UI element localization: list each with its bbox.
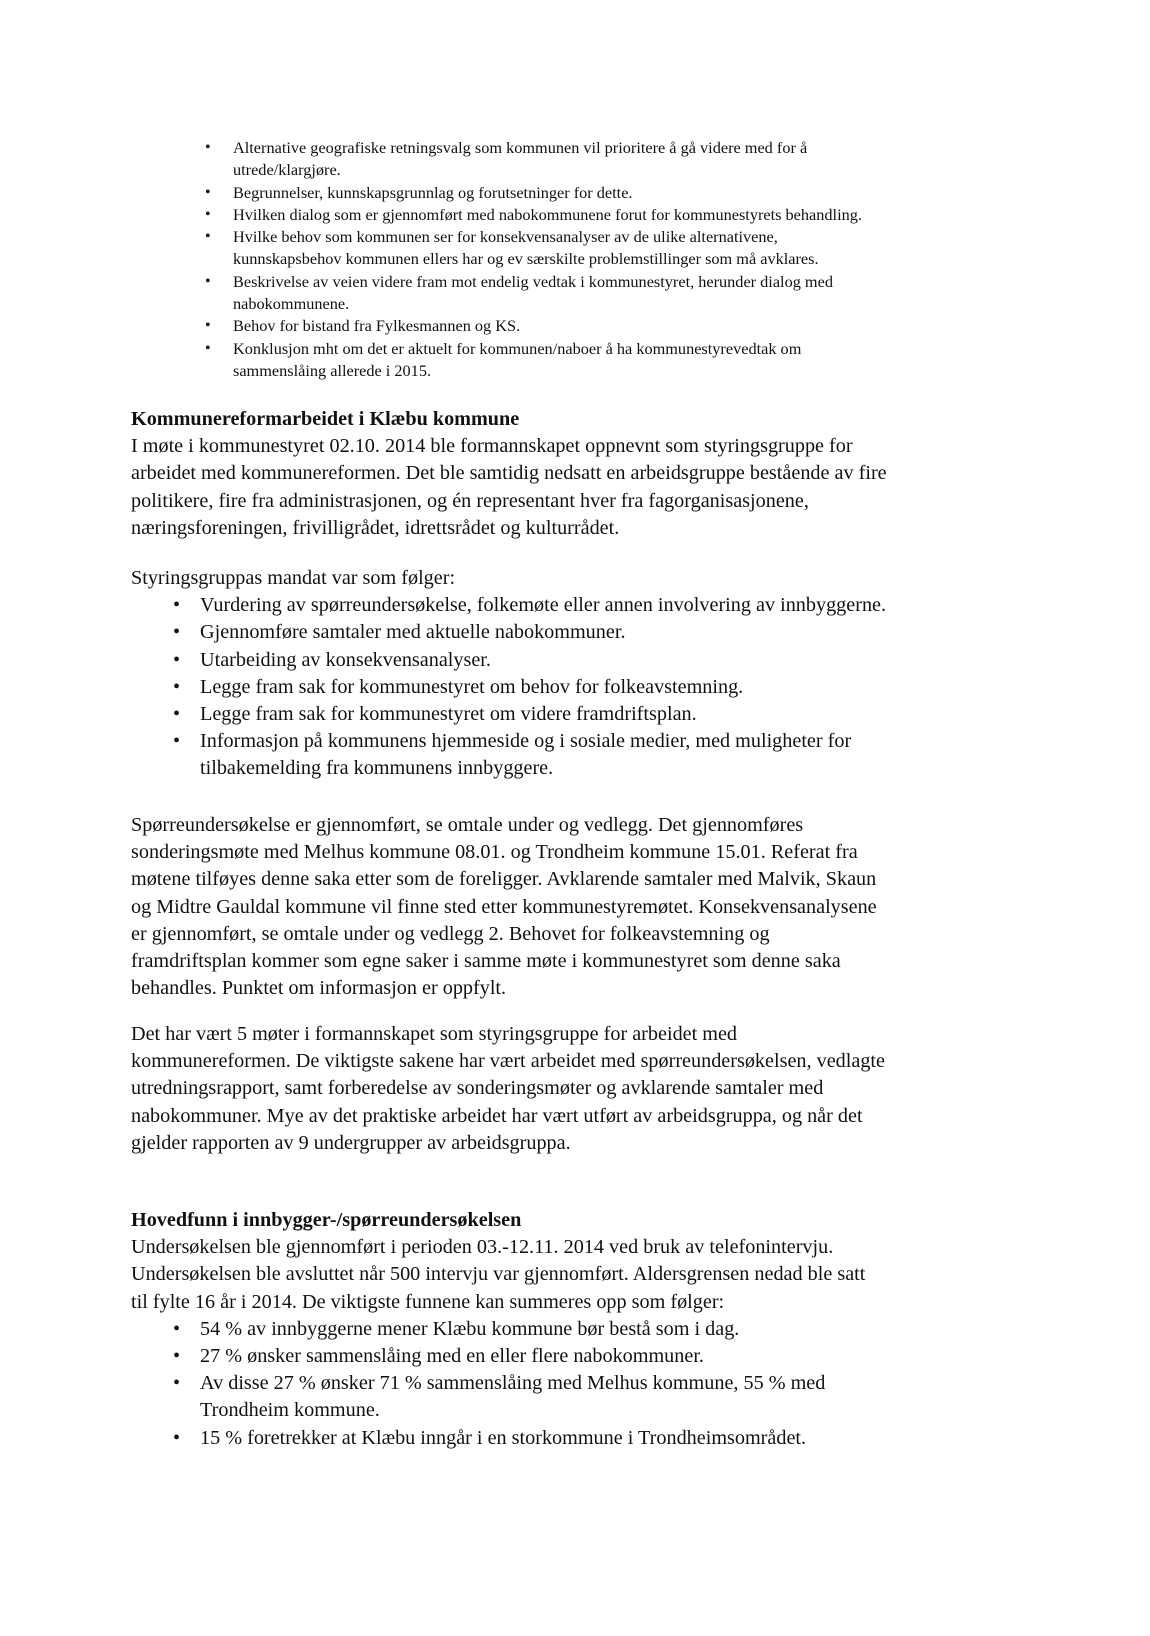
list-item: • Gjennomføre samtaler med aktuelle nabokommuner. — [131, 619, 1011, 646]
bullet-icon: • — [173, 730, 181, 753]
bullet-icon: • — [205, 317, 211, 335]
list-item: • Legge fram sak for kommunestyret om videre framdriftsplan. — [131, 701, 1011, 728]
bullet-icon: • — [205, 183, 211, 201]
meetings-paragraph: Det har vært 5 møter i formannskapet som styringsgruppe for arbeidet med kommunereformen. De viktigste sakene har vært arbeidet med spørreundersøkelsen, vedlagte utredningsrapport, samt forberedelse av sonderingsmøter og avklarende samtaler med nabokommuner. Mye av det praktiske arbeidet har vært utført av arbeidsgruppa, og når det gjelder rapporten av 9 undergrupper av arbeidsgruppa. — [131, 1023, 885, 1154]
bullet-icon: • — [205, 228, 211, 246]
section-survey-findings — [131, 1207, 1011, 1452]
intro-paragraph: Undersøkelsen ble gjennomført i perioden 03.-12.11. 2014 ved bruk av telefonintervju. Undersøkelsen ble avsluttet når 500 intervju var gjennomført. Aldersgrensen nedad ble satt til fylte 16 år i 2014. De viktigste funnene kan summeres opp som følger: — [131, 1236, 866, 1313]
list-item: • Begrunnelser, kunnskapsgrunnlag og forutsetninger for dette. — [205, 182, 945, 204]
list-item: • Hvilke behov som kommunen ser for konsekvensanalyser av de ulike alternativene, kunnskapsbehov kommunen ellers har og ev særskilte problemstillinger som må avklares. — [205, 227, 819, 269]
bullet-icon: • — [205, 205, 211, 223]
bullet-icon: • — [205, 139, 211, 156]
bullet-icon: • — [173, 648, 181, 671]
bullet-icon: • — [173, 1317, 181, 1340]
section-heading: Kommunereformarbeidet i Klæbu kommune — [131, 408, 520, 430]
bullet-icon: • — [173, 594, 181, 617]
bullet-icon: • — [173, 621, 181, 644]
bullet-icon: • — [205, 272, 211, 290]
list-item: • Konklusjon mht om det er aktuelt for kommunen/naboer å ha kommunestyrevedtak om sammenslåing allerede i 2015. — [205, 338, 802, 380]
bullet-icon: • — [205, 339, 211, 357]
mandate-block — [131, 565, 1011, 783]
list-item: • Beskrivelse av veien videre fram mot endelig vedtak i kommunestyret, herunder dialog med nabokommunene. — [205, 271, 833, 314]
bullet-icon: • — [173, 703, 181, 726]
list-item: • 54 % av innbyggerne mener Klæbu kommune bør bestå som i dag. — [131, 1316, 1011, 1343]
list-item: • Behov for bistand fra Fylkesmannen og KS. — [205, 315, 945, 337]
findings-list — [131, 1316, 1011, 1452]
list-item: • Informasjon på kommunens hjemmeside og i sosiale medier, med muligheter for tilbakemelding fra kommunens innbyggere. — [173, 730, 852, 780]
requirements-list — [205, 137, 945, 382]
list-item: • Alternative geografiske retningsvalg som kommunen vil prioritere å gå videre med for å utrede/klargjøre. — [205, 138, 808, 180]
list-item: • Av disse 27 % ønsker 71 % sammenslåing med Melhus kommune, 55 % med Trondheim kommune. — [173, 1372, 826, 1422]
bullet-icon: • — [173, 1426, 181, 1449]
bullet-icon: • — [173, 675, 181, 698]
mandate-list — [131, 592, 1011, 782]
bullet-icon: • — [173, 1372, 181, 1395]
list-item: • Hvilken dialog som er gjennomført med nabokommunene forut for kommunestyrets behandling. — [205, 204, 945, 226]
bullet-icon: • — [173, 1345, 181, 1368]
list-item: • Vurdering av spørreundersøkelse, folkemøte eller annen involvering av innbyggerne. — [131, 592, 1011, 619]
status-paragraph: Spørreundersøkelse er gjennomført, se omtale under og vedlegg. Det gjennomføres sonderingsmøte med Melhus kommune 08.01. og Trondheim kommune 15.01. Referat fra møtene tilføyes denne saka etter som de foreligger. Avklarende samtaler med Malvik, Skaun og Midtre Gauldal kommune vil finne sted etter kommunestyremøtet. Konsekvensanalysene er gjennomført, se omtale under og vedlegg 2. Behovet for folkeavstemning og framdriftsplan kommer som egne saker i samme møte i kommunestyret som denne saka behandles. Punktet om informasjon er oppfylt. — [131, 814, 877, 1000]
list-item: • Utarbeiding av konsekvensanalyser. — [131, 647, 1011, 674]
section-reform-work — [131, 406, 1011, 542]
list-item: • Legge fram sak for kommunestyret om behov for folkeavstemning. — [131, 674, 1011, 701]
intro-paragraph: I møte i kommunestyret 02.10. 2014 ble formannskapet oppnevnt som styringsgruppe for arbeidet med kommunereformen. Det ble samtidig nedsatt en arbeidsgruppe bestående av fire politikere, fire fra administrasjonen, og én representant hver fra fagorganisasjonene, næringsforeningen, frivilligrådet, idrettsrådet og kulturrådet. — [131, 435, 887, 539]
list-item: • 15 % foretrekker at Klæbu inngår i en storkommune i Trondheimsområdet. — [131, 1425, 1011, 1452]
list-item: • 27 % ønsker sammenslåing med en eller flere nabokommuner. — [131, 1343, 1011, 1370]
section-heading: Hovedfunn i innbygger-/spørreundersøkelsen — [131, 1209, 522, 1231]
mandate-label: Styringsgruppas mandat var som følger: — [131, 567, 456, 589]
